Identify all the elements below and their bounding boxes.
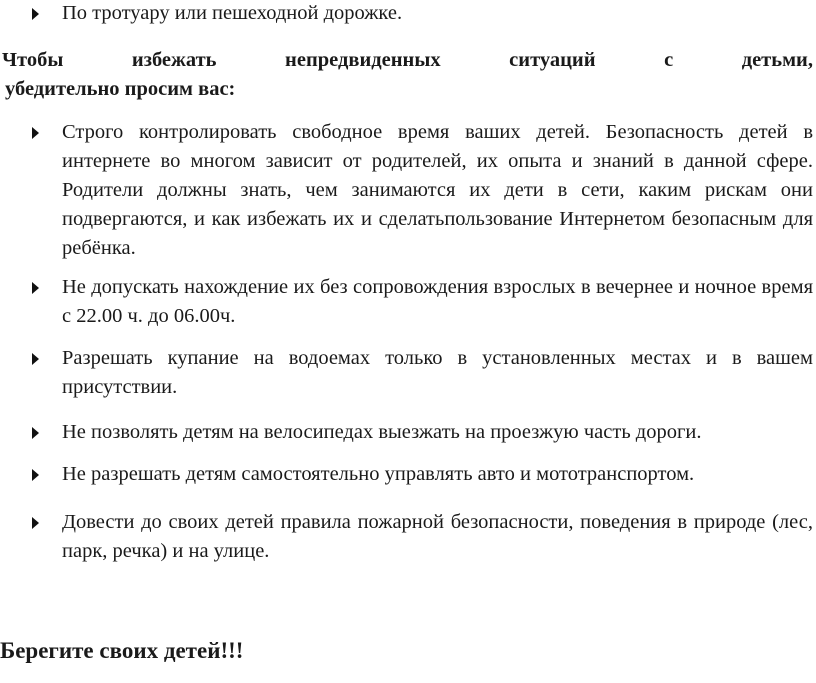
triangle-right-icon bbox=[32, 353, 39, 365]
list-item-text: Разрешать купание на водоемах только в установленных местах и в вашем присутствии. bbox=[62, 347, 813, 398]
list-item-text: Довести до своих детей правила пожарной безопасности, поведения в природе (лес, парк, речка) и на улице. bbox=[62, 511, 813, 562]
triangle-right-icon bbox=[32, 127, 39, 139]
closing-slogan: Берегите своих детей!!! bbox=[0, 638, 244, 663]
list-item bbox=[32, 118, 813, 263]
triangle-right-icon bbox=[32, 8, 39, 20]
triangle-right-icon bbox=[32, 427, 39, 439]
list-item bbox=[32, 344, 813, 402]
heading-line-2: убедительно просим вас: bbox=[5, 78, 236, 100]
list-item-text: Не допускать нахождение их без сопровождения взрослых в вечернее и ночное время с 22.00 ч. до 06.00ч. bbox=[62, 276, 813, 327]
triangle-right-icon bbox=[32, 282, 39, 294]
triangle-right-icon bbox=[32, 469, 39, 481]
list-item bbox=[32, 508, 813, 566]
list-item-text: По тротуару или пешеходной дорожке. bbox=[62, 2, 403, 24]
triangle-right-icon bbox=[32, 517, 39, 529]
list-item-text: Не позволять детям на велосипедах выезжать на проезжую часть дороги. bbox=[62, 421, 702, 443]
list-item bbox=[32, 273, 813, 331]
list-item-text: Строго контролировать свободное время ваших детей. Безопасность детей в интернете во многом зависит от родителей, их опыта и знаний в данной сфере. Родители должны знать, чем занимаются их дети в сети, каким рискам они подвергаются, и как избежать их и сделатьпользование Интернетом безопасным для ребёнка. bbox=[62, 121, 813, 259]
appeal-heading bbox=[2, 46, 813, 104]
heading-line-1: Чтобы избежать непредвиденных ситуаций с детьми, bbox=[2, 49, 813, 71]
list-item bbox=[32, 460, 813, 489]
list-item-text: Не разрешать детям самостоятельно управлять авто и мототранспортом. bbox=[62, 463, 695, 485]
list-item bbox=[32, 418, 813, 447]
list-item bbox=[32, 0, 813, 28]
